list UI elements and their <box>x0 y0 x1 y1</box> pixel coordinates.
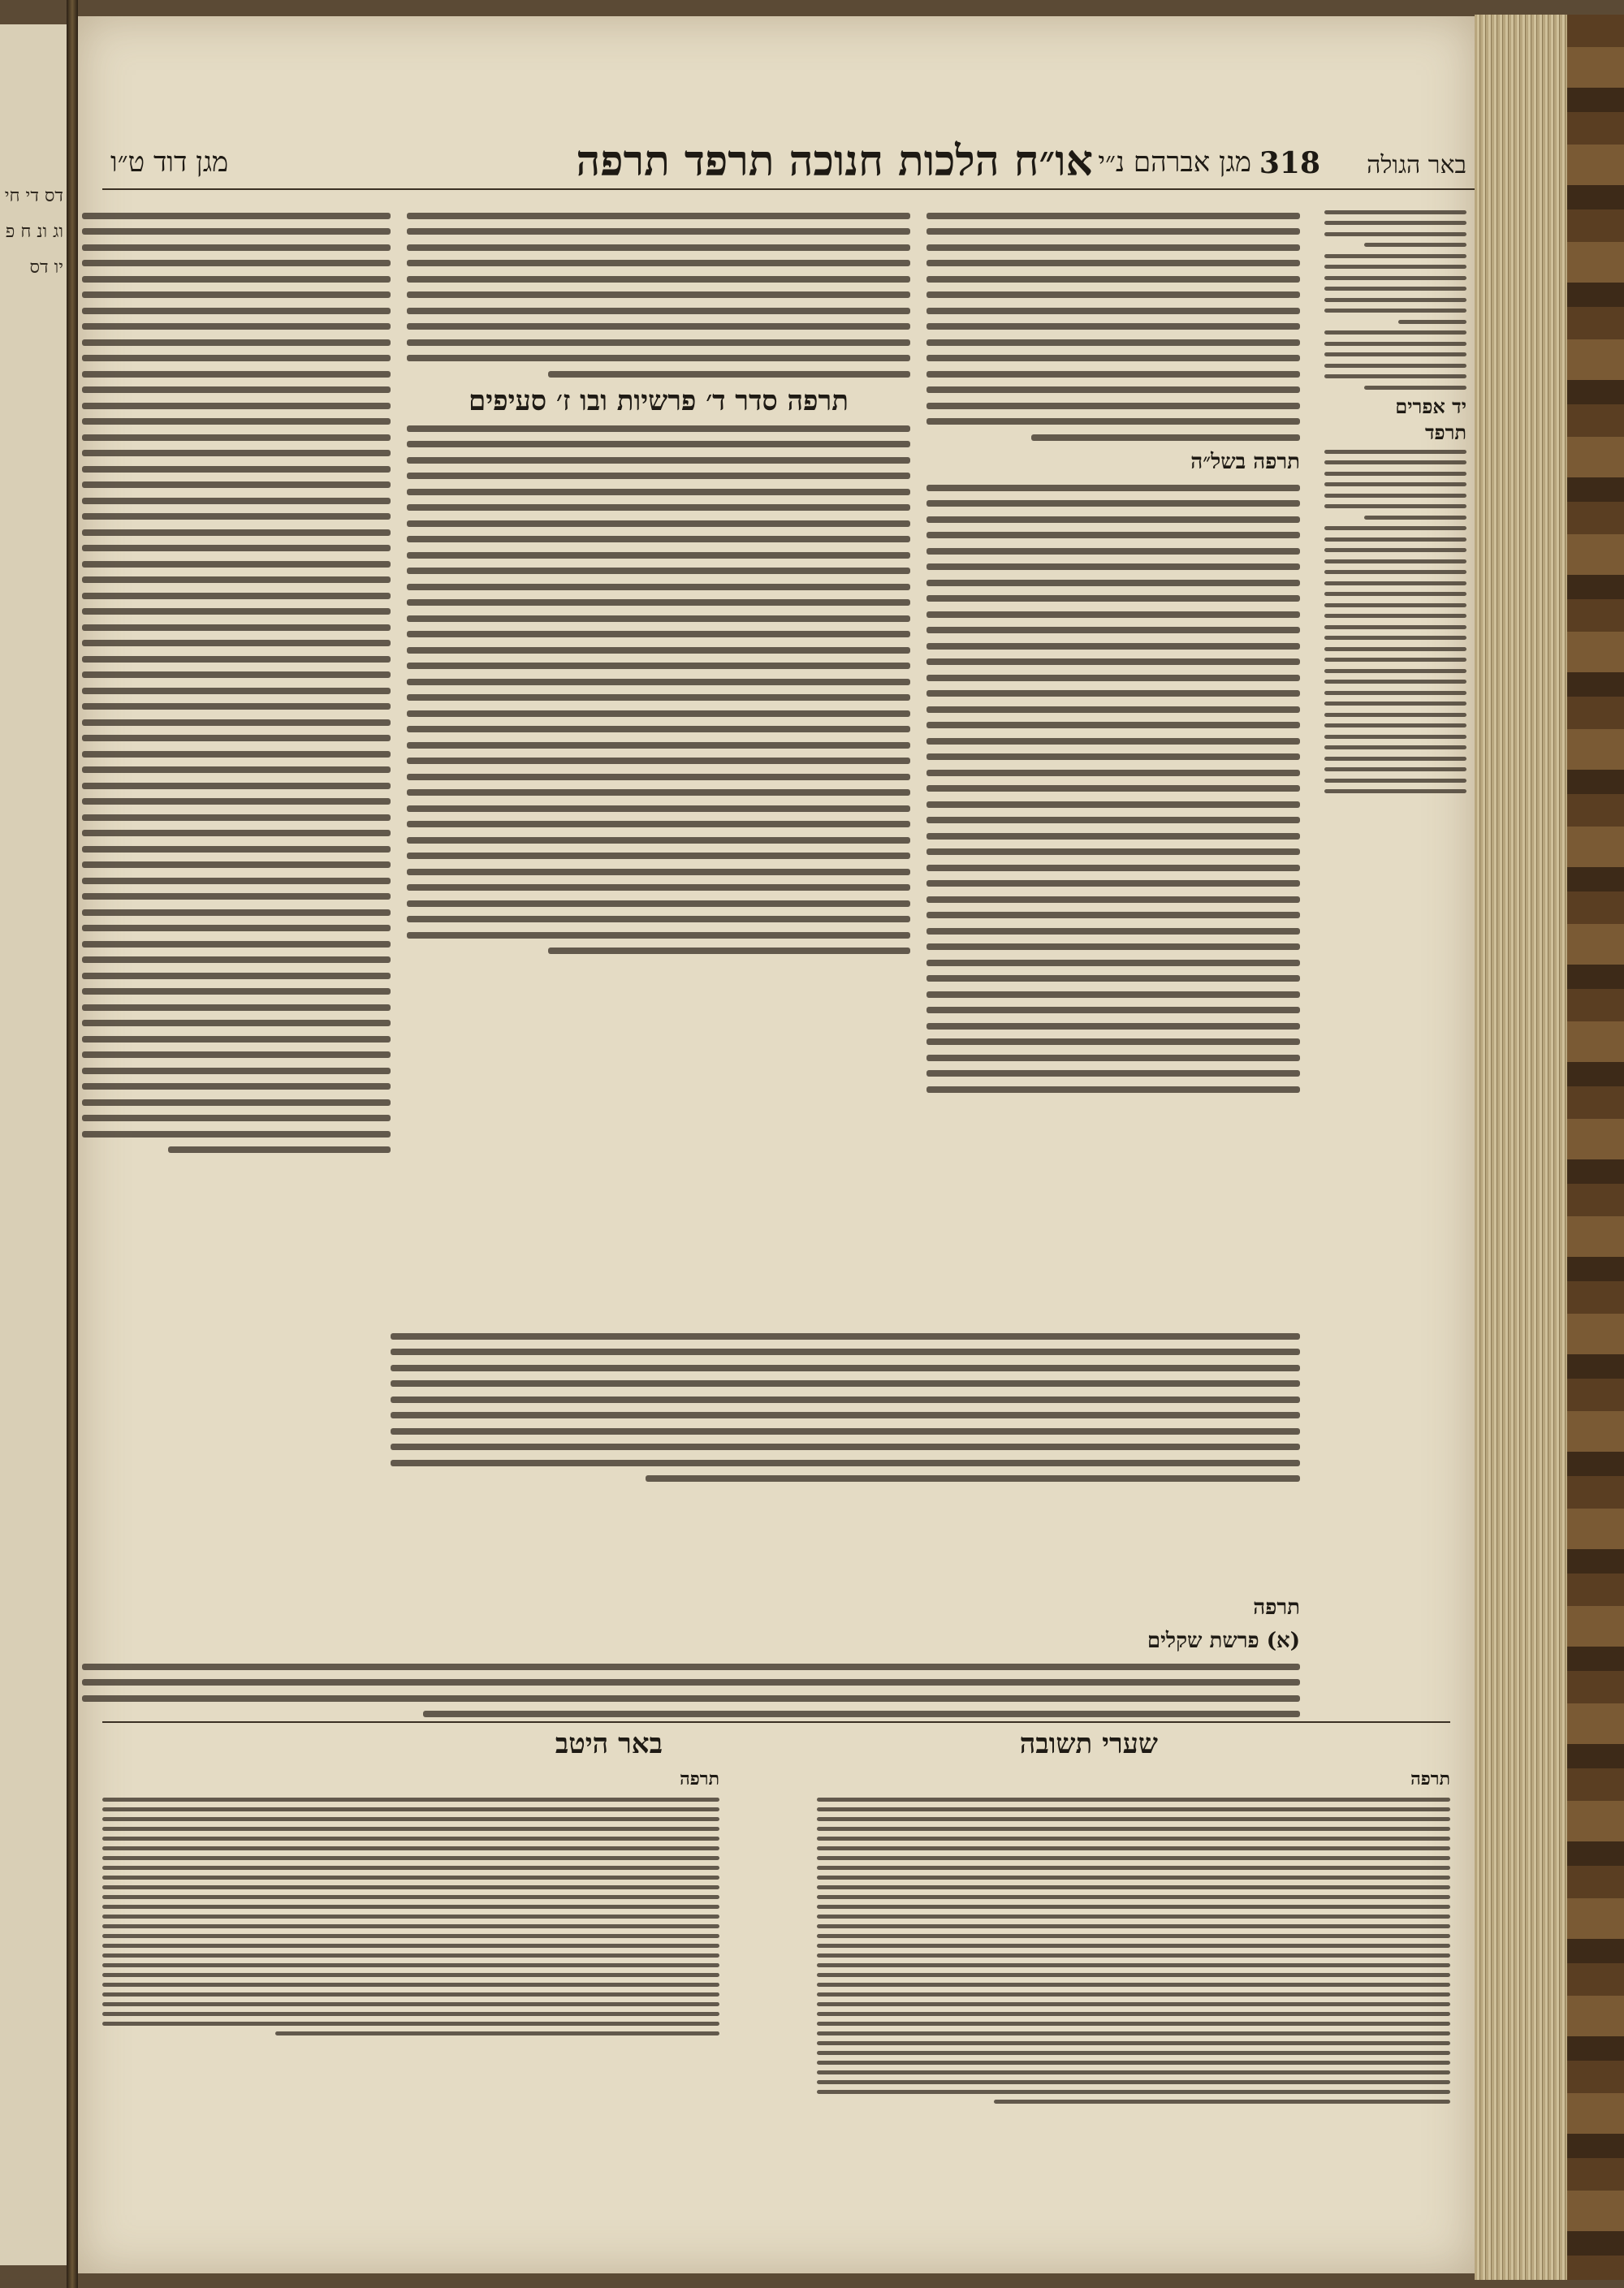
be-heitev-text <box>102 1798 719 2035</box>
running-header <box>78 122 1475 195</box>
shulchan-aruch-column <box>407 203 910 1307</box>
shekalim-text <box>82 1664 1300 1718</box>
previous-page-edge <box>0 24 69 2265</box>
commentary-right-text <box>926 485 1300 1093</box>
beer-hagolah-column <box>1324 203 1466 1161</box>
margin-siman-label: תרפד <box>1424 420 1466 444</box>
siman-684-end-text <box>407 213 910 378</box>
commentary-right-top-text <box>926 213 1300 441</box>
yad-ephraim-text <box>1324 450 1466 794</box>
beer-hagolah-label: באר הגולה <box>1367 151 1466 179</box>
shaarei-teshuvah-lead: תרפה <box>1410 1768 1450 1789</box>
page-number: 318 <box>1259 146 1320 180</box>
yad-ephraim-label: יד אפרים <box>1395 394 1466 418</box>
shekalim-lead: (א) פרשת שקלים <box>1147 1629 1300 1653</box>
magen-avraham-label: מגן אברהם נ״י <box>1098 146 1251 179</box>
be-heitev-lead: תרפה <box>680 1768 719 1789</box>
section-divider <box>102 1721 1450 1723</box>
previous-page-text: דס די חי וג ונ ח פ יו דס <box>4 186 63 278</box>
magen-avraham-continuation <box>391 1323 1300 1575</box>
siman-685-text <box>407 425 910 955</box>
book-page-edges <box>1475 15 1624 2280</box>
be-heitev-heading: באר היטב <box>555 1728 663 1760</box>
shaarei-teshuvah-heading: שערי תשובה <box>1019 1728 1158 1760</box>
magen-david-label: מגן דוד ט״ו <box>110 146 229 179</box>
book-page <box>78 16 1475 2273</box>
shelah-heading: תרפה בשל״ה <box>1190 450 1300 474</box>
header-rule <box>102 188 1475 190</box>
shekalim-siman-label: תרפה <box>1253 1595 1300 1620</box>
magen-david-column <box>82 203 391 1729</box>
commentary-column-right <box>926 203 1300 1307</box>
book-gutter <box>67 0 78 2288</box>
be-heitev-column <box>102 1762 719 2119</box>
page-title: או״ח הלכות חנוכה תרפד תרפה <box>576 136 1093 186</box>
beer-hagolah-text <box>1324 210 1466 390</box>
magen-avraham-continuation-text <box>391 1333 1300 1483</box>
shaarei-teshuvah-text <box>817 1798 1450 2104</box>
siman-685-heading: תרפה סדר ד׳ פרשיות ובו ז׳ סעיפים <box>469 384 849 417</box>
shaarei-teshuvah-column <box>817 1762 1450 2184</box>
magen-david-text <box>82 213 391 1154</box>
